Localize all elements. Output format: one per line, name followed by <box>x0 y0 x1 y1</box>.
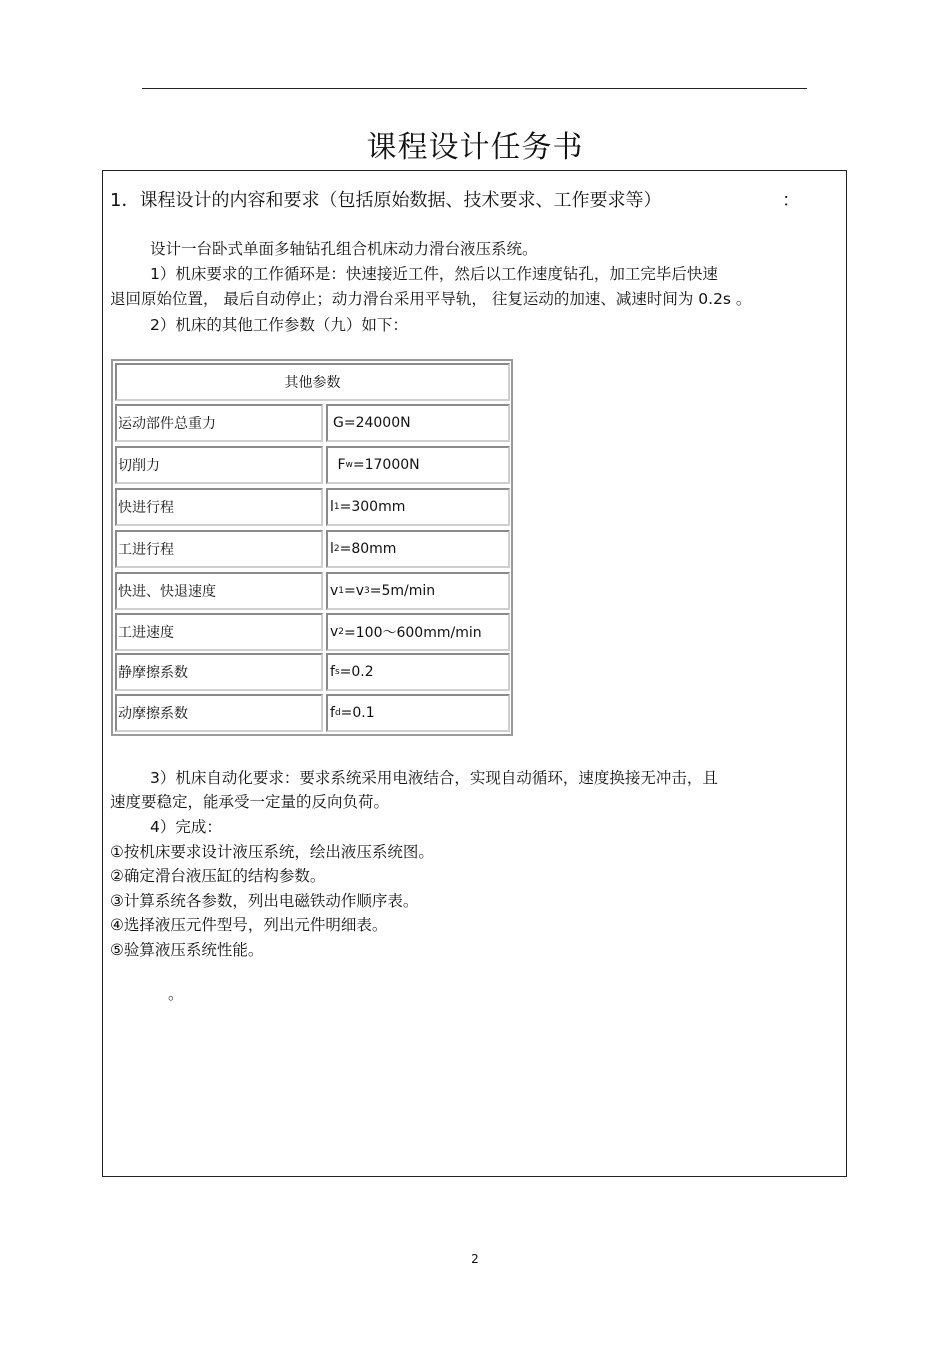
parameter-table-header: 其他参数 <box>115 363 510 401</box>
table-row-label: 快进、快退速度 <box>115 572 323 610</box>
task-item: ③计算系统各参数，列出电磁铁动作顺序表。 <box>110 892 419 910</box>
requirement-4: 4）完成： <box>150 818 222 836</box>
table-row-value: G=24000N <box>326 404 510 442</box>
table-row-label: 切削力 <box>115 446 323 484</box>
task-item: ⑤验算液压系统性能。 <box>110 941 264 959</box>
table-row-value: f s =0.2 <box>326 653 510 691</box>
table-row-value: l 1 =300mm <box>326 488 510 526</box>
requirement-2: 2）机床的其他工作参数（九）如下： <box>150 316 408 334</box>
task-item: ④选择液压元件型号，列出元件明细表。 <box>110 916 388 934</box>
top-rule <box>142 88 807 89</box>
table-row-value: v 1 =v 3 =5m/min <box>326 572 510 610</box>
task-item: ①按机床要求设计液压系统，绘出液压系统图。 <box>110 843 434 861</box>
table-row-value: f d =0.1 <box>326 694 510 732</box>
table-row-label: 工进速度 <box>115 613 323 651</box>
section-heading-text: 1．课程设计的内容和要求（包括原始数据、技术要求、工作要求等） <box>110 190 662 211</box>
requirement-3-line-1: 3）机床自动化要求：要求系统采用电液结合，实现自动循环，速度换接无冲击，且 <box>150 769 718 787</box>
table-row-label: 静摩擦系数 <box>115 653 323 691</box>
table-row-label: 动摩擦系数 <box>115 694 323 732</box>
trailing-mark: 。 <box>168 985 184 1003</box>
section-heading <box>110 186 800 212</box>
intro-paragraph: 设计一台卧式单面多轴钻孔组合机床动力滑台液压系统。 <box>150 240 538 258</box>
table-row-label: 工进行程 <box>115 530 323 568</box>
task-item: ②确定滑台液压缸的结构参数。 <box>110 867 326 885</box>
parameter-table <box>111 359 513 736</box>
requirement-3-line-2: 速度要稳定，能承受一定量的反向负荷。 <box>110 793 390 811</box>
page-title: 课程设计任务书 <box>366 130 584 165</box>
requirement-1-line-2: 退回原始位置， 最后自动停止；动力滑台采用平导轨， 往复运动的加速、减速时间为 0.2s 。 <box>110 290 752 308</box>
table-row-value: l 2 =80mm <box>326 530 510 568</box>
table-row-label: 快进行程 <box>115 488 323 526</box>
section-heading-colon: ： <box>782 190 800 211</box>
table-row-value: F w =17000N <box>326 446 510 484</box>
table-row-label: 运动部件总重力 <box>115 404 323 442</box>
table-row-value: v 2 =100～600mm/min <box>326 613 510 651</box>
page-number: 2 <box>471 1252 479 1266</box>
requirement-1-line-1: 1）机床要求的工作循环是：快速接近工件，然后以工作速度钻孔，加工完毕后快速 <box>150 265 718 283</box>
